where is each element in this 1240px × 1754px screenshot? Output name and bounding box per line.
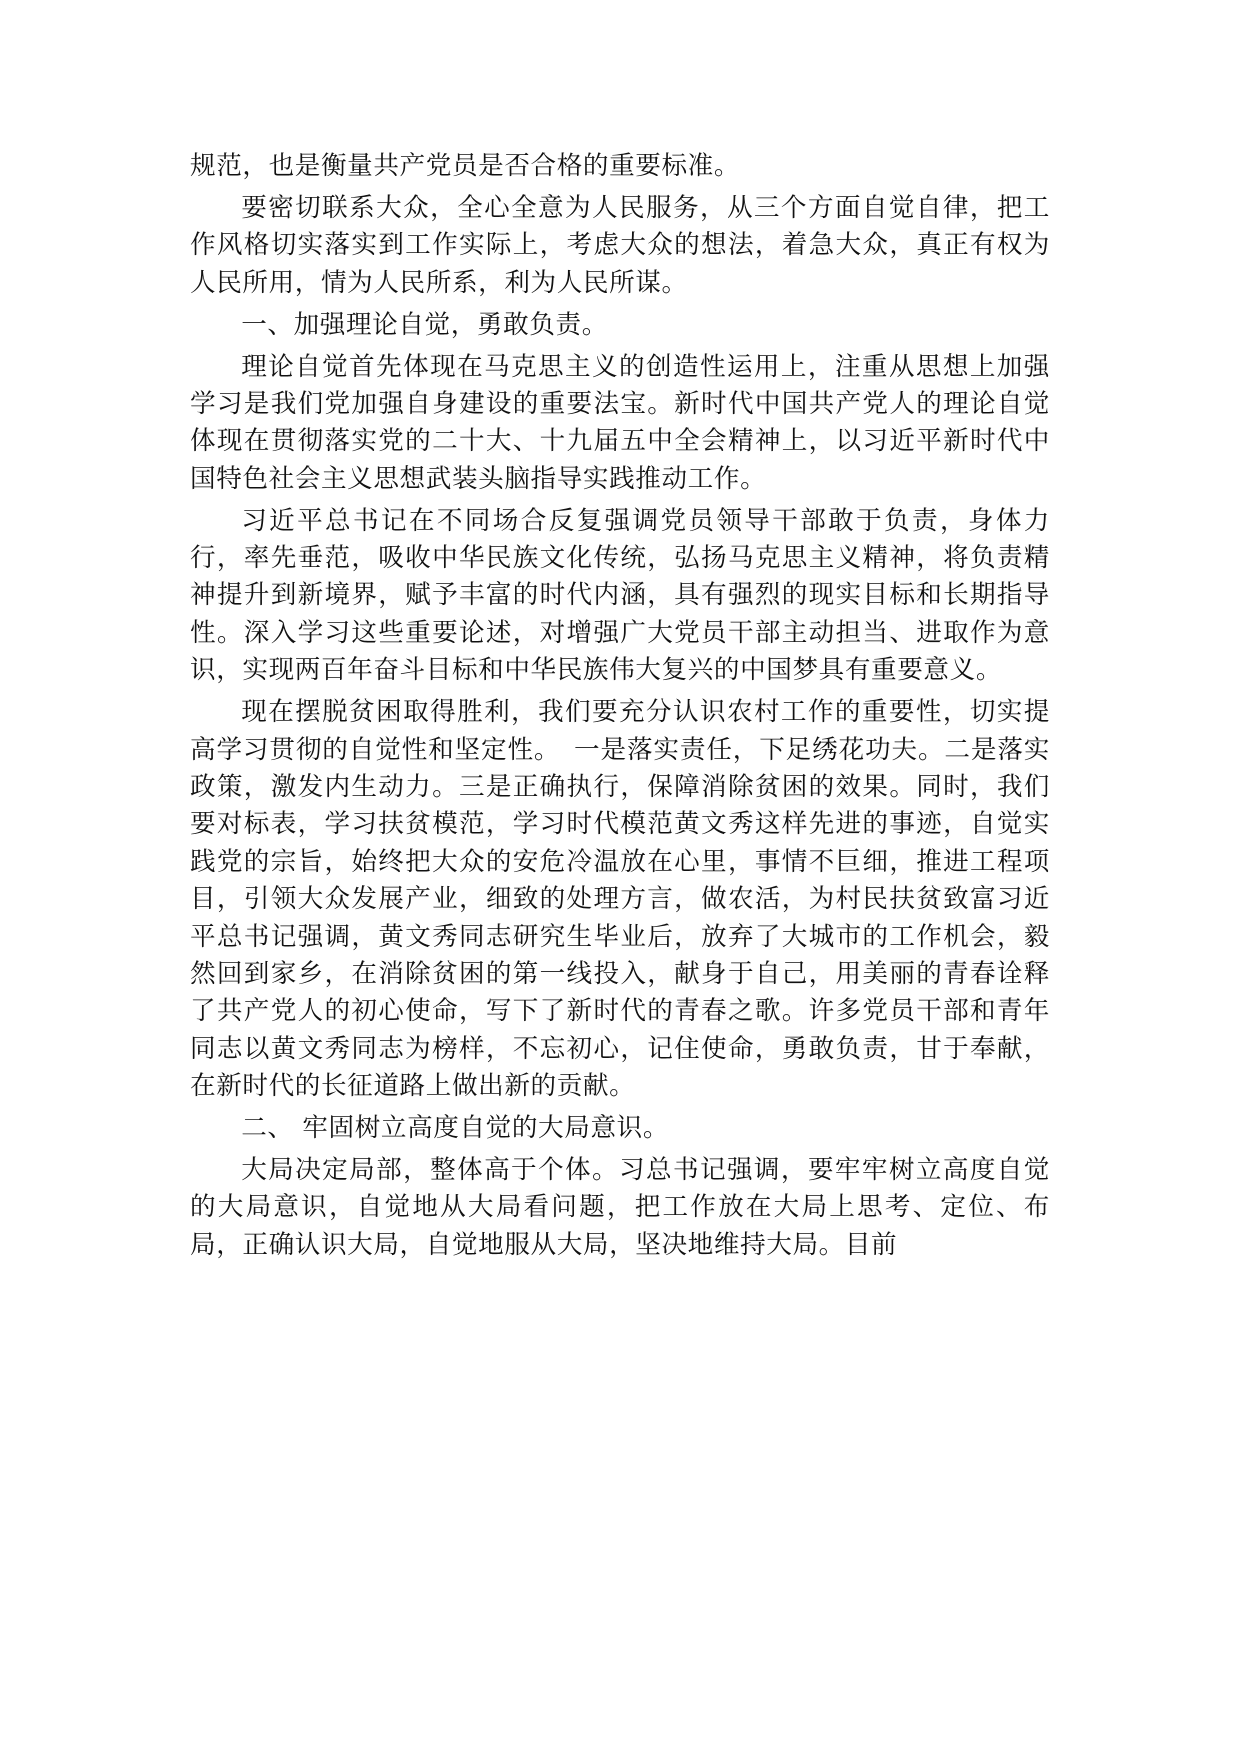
paragraph-theory-consciousness: 理论自觉首先体现在马克思主义的创造性运用上，注重从思想上加强学习是我们党加强自身建设的重要法宝。新时代中国共产党人的理论自觉体现在贯彻落实党的二十大、十九届五中全会精神上，以习近平新时代中国特色社会主义思想武装头脑指导实践推动工作。 <box>190 351 1050 494</box>
paragraph-contact-masses: 要密切联系大众，全心全意为人民服务，从三个方面自觉自律，把工作风格切实落实到工作实际上，考虑大众的想法，着急大众，真正有权为人民所用，情为人民所系，利为人民所谋。 <box>190 192 1050 298</box>
paragraph-poverty-alleviation: 现在摆脱贫困取得胜利，我们要充分认识农村工作的重要性，切实提高学习贯彻的自觉性和坚定性。 一是落实责任，下足绣花功夫。二是落实政策，激发内生动力。三是正确执行，保障消除贫困的效果。同时，我们要对标表，学习扶贫模范，学习时代模范黄文秀这样先进的事迹，自觉实践党的宗旨，始终把大众的安危冷温放在心里，事情不巨细，推进工程项目，引领大众发展产业，细致的处理方言，做农活，为村民扶贫致富习近平总书记强调，黄文秀同志研究生毕业后，放弃了大城市的工作机会，毅然回到家乡，在消除贫困的第一线投入，献身于自己，用美丽的青春诠释了共产党人的初心使命，写下了新时代的青春之歌。许多党员干部和青年同志以黄文秀同志为榜样，不忘初心，记住使命，勇敢负责，甘于奉献，在新时代的长征道路上做出新的贡献。 <box>190 697 1050 1102</box>
section-heading-1: 一、加强理论自觉，勇敢负责。 <box>241 309 608 340</box>
document-body <box>190 148 1050 1269</box>
paragraph-overall-situation: 大局决定局部，整体高于个体。习总书记强调，要牢牢树立高度自觉的大局意识，自觉地从大局看问题，把工作放在大局上思考、定位、布局，正确认识大局，自觉地服从大局，坚决地维持大局。目前 <box>190 1155 1050 1260</box>
section-heading-2: 二、 牢固树立高度自觉的大局意识。 <box>241 1113 670 1144</box>
paragraph-responsibility: 习近平总书记在不同场合反复强调党员领导干部敢于负责，身体力行，率先垂范，吸收中华民族文化传统，弘扬马克思主义精神，将负责精神提升到新境界，赋予丰富的时代内涵，具有强烈的现实目标和长期指导性。深入学习这些重要论述，对增强广大党员干部主动担当、进取作为意识，实现两百年奋斗目标和中华民族伟大复兴的中国梦具有重要意义。 <box>190 505 1050 686</box>
paragraph-continuation: 规范，也是衡量共产党员是否合格的重要标准。 <box>190 151 741 181</box>
